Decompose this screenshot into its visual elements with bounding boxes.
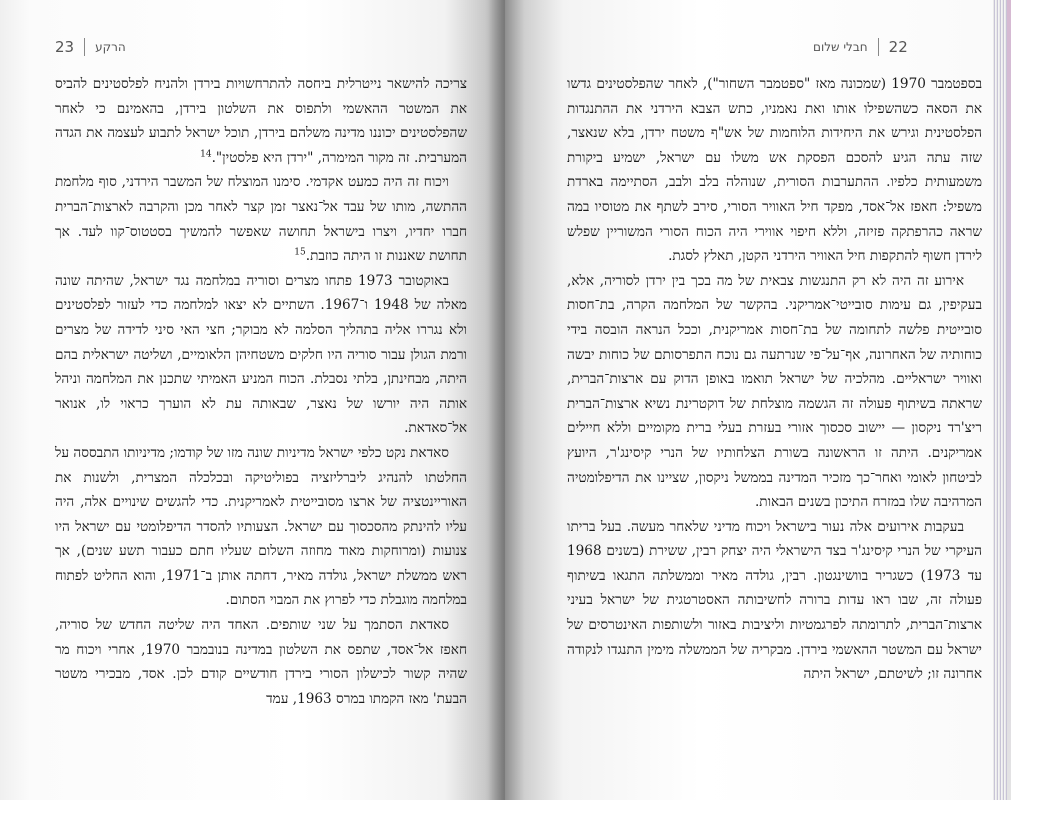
paragraph: אירוע זה היה לא רק התנגשות צבאית של מה בכך בין ירדן לסוריה, אלא, בעקיפין, גם עימות סובייטי־אמריקני. בהקשר של המלחמה הקרה, בת־חסות סובייטית פלשה לתחומה של בת־חסות אמריקנית, וככל הנראה הובסה בידי כוחותיה של האחרונה, אף־על־פי שנרתעה גם נוכח התפרסותם של כוחות יבשה ואוויר ישראליים. מהלכיה של ישראל תואמו באופן הדוק עם ארצות־הברית, שראתה בשיתוף פעולה זה הגשמה מוצלחת של דוקטרינת נשיא ארצות־הברית ריצ'רד ניקסון — יישוב סכסוך אזורי בעזרת בעלי ברית מקומיים וללא חיילים אמריקנים. היתה זו הראשונה בשורת הצלחותיו של הנרי קיסינג'ר, היועץ לביטחון לאומי ואחר־כך מזכיר המדינה בממשל ניקסון, שציינו את הדיפלומטיה המרהיבה שלו במזרח התיכון בשנים הבאות. <box>567 272 982 511</box>
paragraph: סאדאת הסתמך על שני שותפים. האחד היה שליטה החדש של סוריה, חאפז אל־אסד, שתפס את השלטון במדינה בנובמבר 1970, אחרי ויכוח מר שהיה קשור לכישלון הסורי בירדן חודשיים קודם לכן. אסד, מבכירי משטר הבעת' מאז הקמתו במרס 1963, עמד <box>55 617 467 707</box>
right-running-title: חבלי שלום <box>813 40 868 54</box>
paragraph: בספטמבר 1970 (שמכונה מאז "ספטמבר השחור"), לאחר שהפלסטינים גדשו את הסאה כשהשפילו אותו ואת נאמניו, כתש הצבא הירדני את ההתנגדות הפלסטינית וגירש את היחידות הלוחמות של אש"ף משטח ירדן, בלא שנאצר, שזה עתה הגיע להסכם הפסקת אש משלו עם ישראל, ישמיע ביקורת משמעותית כלפיו. ההתערבות הסורית, שנוהלה בלב ולבב, הסתיימה בארדת משפיל: חאפז אל־אסד, מפקד חיל האוויר הסורי, סירב לשתף את מטוסיו במה שראה כהרפתקה פזיזה, וללא חיפוי אווירי היה הכוח הסורי המשוריין שפלש לירדן חשוף להתקפות חיל האוויר הירדני הקטן, תאלץ לסגת. <box>567 76 982 265</box>
footnote-ref: 15 <box>294 247 306 258</box>
left-running-title: הרקע <box>95 40 126 54</box>
left-page <box>0 0 505 800</box>
page-edges <box>993 0 1011 800</box>
right-page <box>505 0 993 800</box>
left-running-head <box>55 36 126 58</box>
header-divider <box>878 38 879 56</box>
paragraph: ויכוח זה היה כמעט אקדמי. סימנו המוצלח של המשבר הירדני, סוף מלחמת ההתשה, מותו של עבד אל־נאצר זמן קצר לאחר מכן והקרבה לארצות־הברית חברו יחדיו, ויצרו בישראל תחושה שאפשר להמשיך בסטטוס־קוו לעד. אך תחושת שאננות זו היתה כוזבת.$^{15}$ <box>55 174 467 265</box>
paragraph: צריכה להישאר נייטרלית ביחסה להתרחשויות בירדן ולהניח לפלסטינים להביס את המשטר ההאשמי ולתפוס את השלטון בירדן, בהאמינם כי לאחר שהפלסטינים יכוננו מדינה משלהם בירדן, תוכל ישראל לתבוע לעצמה את הגדה המערבית. זה מקור המימרה, "ירדן היא פלסטין".$^{14}$ <box>55 76 467 166</box>
left-body-text <box>55 72 467 711</box>
header-divider <box>84 38 85 56</box>
paragraph: באוקטובר 1973 פתחו מצרים וסוריה במלחמה נגד ישראל, שהיתה שונה מאלה של 1948 ו־1967. השתיים לא יצאו למלחמה כדי לעזור לפלסטינים ולא נגררו אליה בתהליך הסלמה לא מבוקר; חצי האי סיני לדידה של מצרים ורמת הגולן עבור סוריה היו חלקים משטחיהן הלאומיים, ושליטה ישראלית בהם היתה, מבחינתן, בלתי נסבלת. הכוח המניע האמיתי שתכנן את המלחמה וניהל אותה היה יורשו של נאצר, שבאותה עת לא הוערך כראוי לו, אנואר אל־סאדאת. <box>55 272 467 437</box>
left-page-number: 23 <box>55 38 75 56</box>
right-running-head <box>813 36 908 58</box>
right-body-text <box>567 72 982 687</box>
paragraph: בעקבות אירועים אלה נעור בישראל ויכוח מדיני שלאחר מעשה. בעל בריתו העיקרי של הנרי קיסינג'ר בצד הישראלי היה יצחק רבין, ששירת (בשנים 1968 עד 1973) כשגריר בוושינגטון. רבין, גולדה מאיר וממשלתה התגאו בשיתוף פעולה זה, שבו ראו עדות ברורה לחשיבותה האסטרטגית של ישראל בעיני ארצות־הברית, לתרומתה לפרגמטיות וליציבות באזור ולשותפות האינטרסים של ישראל עם המשטר ההאשמי בירדן. מבקריה של הממשלה מימין התנגדו לנקודה אחרונה זו; לשיטתם, ישראל היתה <box>567 518 982 683</box>
footnote-ref: 14 <box>200 149 212 160</box>
right-page-number: 22 <box>888 38 908 56</box>
paragraph: סאדאת נקט כלפי ישראל מדיניות שונה מזו של קודמו; מדיניותו התבססה על החלטתו להנהיג ליברליזציה בפוליטיקה ובכלכלה המצרית, ולשנות את האוריינטציה של ארצו מסובייטית לאמריקנית. כדי להגשים שינויים אלה, היה עליו להינתק מהסכסוך עם ישראל. הצעותיו להסדר הדיפלומטי עם ישראל היו צנועות (ומרוחקות מאוד מחוזה השלום שעליו חתם כעבור תשע שנים), אך ראש ממשלת ישראל, גולדה מאיר, דחתה אותן ב־1971, והוא החליט לפתוח במלחמה מוגבלת כדי לפרוץ את המבוי הסתום. <box>55 444 467 609</box>
